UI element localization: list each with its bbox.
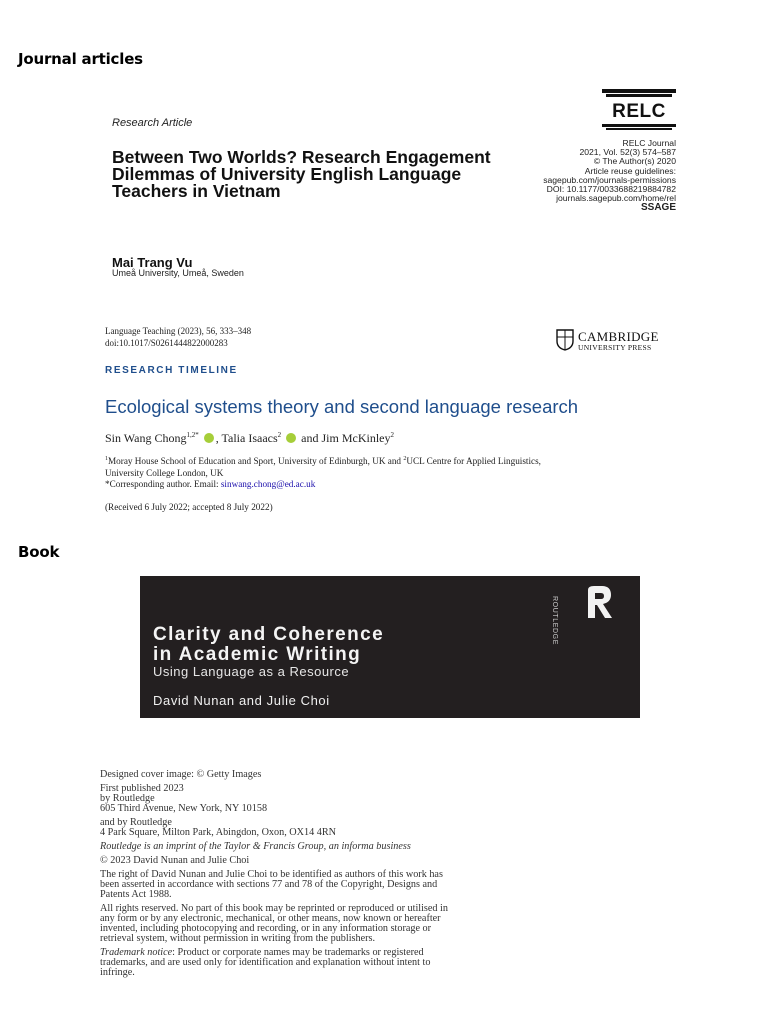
routledge-logo-icon <box>584 584 614 620</box>
author-name: , Talia Isaacs <box>215 431 278 445</box>
text-line: been asserted in accordance with sections 77 and 78 of the Copyright, Designs and <box>100 879 438 890</box>
text-line: All rights reserved. No part of this book may be reprinted or reproduced or utilised in <box>100 903 448 914</box>
text-line: infringe. <box>100 967 135 978</box>
journal-metadata <box>518 139 676 213</box>
text-line: invented, including photocopying and recording, or in any information storage or <box>100 923 432 934</box>
author-affiliations: $^1$Moray House School of Education and Sport, University of Edinburgh, UK and $^2$UCL Centre for Applied Linguistics, University College London, UK *Corresponding author. Email: sinwang.chong@ed.ac.uk <box>105 454 665 491</box>
publisher-name: ROUTLEDGE <box>551 596 558 645</box>
journal-citation: Language Teaching (2023), 56, 333–348 <box>105 326 252 336</box>
sage-logo: SSAGE <box>640 202 676 214</box>
text-line: 605 Third Avenue, New York, NY 10158 <box>100 803 268 814</box>
relc-logo <box>598 87 680 131</box>
text-line: by Routledge <box>100 793 155 804</box>
author-name: and Jim McKinley <box>298 431 391 445</box>
corresponding-label: *Corresponding author. Email: <box>105 479 221 490</box>
text-line: any form or by any electronic, mechanical, or other means, now known or hereafter <box>100 913 441 924</box>
book-subtitle: Using Language as a Resource <box>153 664 350 679</box>
article-authors <box>105 431 394 446</box>
meta-doi: DOI: 10.1177/0033688219884782 <box>546 184 676 195</box>
author-superscript: 2 <box>277 431 282 439</box>
meta-copyright: © The Author(s) 2020 <box>593 156 676 167</box>
text-line: and by Routledge <box>100 817 172 828</box>
book-title-line1: Clarity and Coherence <box>153 624 385 645</box>
trademark-text: : Product or corporate names may be trademarks or registered <box>172 947 424 958</box>
book-title-line2: in Academic Writing <box>153 644 362 665</box>
affiliation-2-cont: University College London, UK <box>105 467 224 478</box>
article-type-label: Research Article <box>112 117 193 129</box>
affiliation-2: UCL Centre for Applied Linguistics, <box>406 456 541 467</box>
text-line: Routledge is an imprint of the Taylor & Francis Group, an informa business <box>100 841 411 852</box>
text-line: First published 2023 <box>100 783 184 794</box>
relc-logo-text: RELC <box>612 101 666 122</box>
text-line: trademarks, and are used only for identification and explanation without intent to <box>100 957 431 968</box>
author-name: Sin Wang Chong <box>105 431 187 445</box>
trademark-label: Trademark notice <box>100 947 173 958</box>
author-superscript: 2 <box>390 431 394 439</box>
orcid-icon[interactable] <box>286 433 296 443</box>
received-dates: (Received 6 July 2022; accepted 8 July 2022) <box>105 502 273 512</box>
relc-article-snippet <box>72 87 696 290</box>
section-label: RESEARCH TIMELINE <box>105 365 238 376</box>
cambridge-article-snippet <box>90 318 682 524</box>
text-line: The right of David Nunan and Julie Choi to be identified as authors of this work has <box>100 869 443 880</box>
affiliation-1: Moray House School of Education and Sport, University of Edinburgh, UK and <box>108 456 404 467</box>
corresponding-email-link[interactable]: sinwang.chong@ed.ac.uk <box>220 479 316 490</box>
article-author: Mai Trang Vu <box>112 255 193 270</box>
text-line: Patents Act 1988. <box>100 889 172 900</box>
text-line: retrieval system, without permission in writing from the publishers. <box>100 933 376 944</box>
cambridge-logo <box>556 328 666 352</box>
copyright-page <box>100 770 620 982</box>
cambridge-shield-icon <box>556 329 574 351</box>
meta-journal: RELC Journal <box>622 138 676 148</box>
text-line: © 2023 David Nunan and Julie Choi <box>100 855 250 866</box>
press-subtitle: UNIVERSITY PRESS <box>578 343 652 352</box>
meta-volume: 2021, Vol. 52(3) 574–587 <box>579 147 676 158</box>
text-line: 4 Park Square, Milton Park, Abingdon, Oxon, OX14 4RN <box>100 827 337 838</box>
book-cover <box>126 574 642 720</box>
article-title: Ecological systems theory and second language research <box>105 396 579 417</box>
article-title: Between Two Worlds? Research Engagement Dilemmas of University English Language Teachers in Vietnam <box>112 147 491 201</box>
author-superscript: 1,2* <box>186 431 199 439</box>
author-affiliation: Umeå University, Umeå, Sweden <box>112 268 244 278</box>
article-doi: doi:10.1017/S0261444822000283 <box>105 338 228 348</box>
meta-reuse: Article reuse guidelines: <box>584 165 676 176</box>
meta-permissions: sagepub.com/journals-permissions <box>543 174 676 185</box>
text-line: Designed cover image: © Getty Images <box>100 769 262 780</box>
journal-articles-heading: Journal articles <box>18 50 143 68</box>
press-name: CAMBRIDGE <box>578 329 659 344</box>
book-heading: Book <box>18 543 60 561</box>
meta-journal-url: journals.sagepub.com/home/rel <box>556 193 676 204</box>
book-authors: David Nunan and Julie Choi <box>153 693 330 708</box>
orcid-icon[interactable] <box>204 433 214 443</box>
